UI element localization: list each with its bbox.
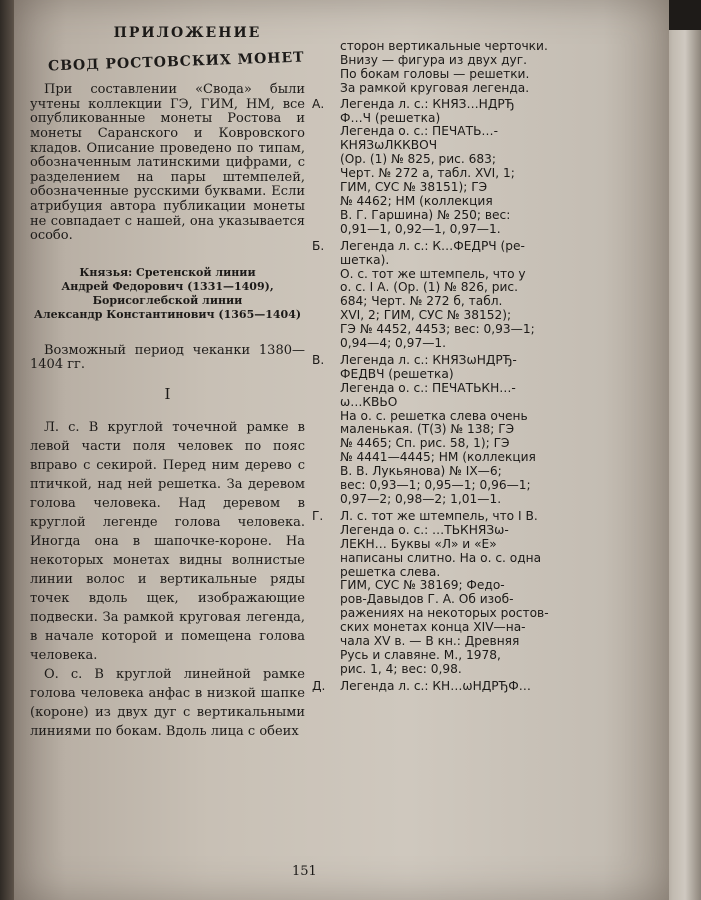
section-title: СВОД РОСТОВСКИХ МОНЕТ <box>47 49 305 75</box>
entry-line: В. В. Лукьянова) № IX—6; <box>340 464 502 479</box>
entry-line: 0,94—4; 0,97—1. <box>340 336 447 351</box>
entry-g <box>312 510 604 677</box>
entry-line: ражениях на некоторых ростов- <box>340 606 549 621</box>
entry-line: Легенда л. с.: КНЯЗѡНДРЂ- <box>340 352 517 367</box>
entry-line: КНЯЗѡЛККВОЧ <box>340 138 438 153</box>
entry-line: вес: 0,93—1; 0,95—1; 0,96—1; <box>340 478 531 493</box>
entry-line: В. Г. Гаршина) № 250; вес: <box>340 207 511 222</box>
entry-line: ров-Давыдов Г. А. Об изоб- <box>340 592 514 607</box>
entry-line: написаны слитно. На о. с. одна <box>340 550 542 565</box>
intro-paragraph: При составлении «Свода» были учтены коллекции ГЭ, ГИМ, НМ, все опубликованные монеты Ростова и монеты Саранского и Ковровского кладов. Описание проведено по типам, обозначенным латинскими цифрами, с разделением на пары штемпелей, обозначенные русскими буквами. Если атрибуция автора публикации монеты не совпадает с нашей, она указывается особо. <box>30 82 305 244</box>
entry-line: № 4465; Сп. рис. 58, 1); ГЭ <box>340 436 510 451</box>
entry-line: чала XV в. — В кн.: Древняя <box>340 634 520 649</box>
entry-line: 0,91—1, 0,92—1, 0,97—1. <box>340 221 501 236</box>
right-column <box>312 40 604 697</box>
entry-line: ГИМ, СУС № 38169; Федо- <box>340 578 505 593</box>
entry-line: № 4441—4445; НМ (коллекция <box>340 450 536 465</box>
dynasty-block <box>30 266 305 322</box>
entry-letter: Б. <box>312 238 325 253</box>
entry-line: решетка слева. <box>340 564 441 579</box>
entry-line: О. с. тот же штемпель, что у <box>340 266 526 281</box>
entry-line: Черт. № 272 а, табл. XVI, 1; <box>340 166 515 181</box>
appendix-title: ПРИЛОЖЕНИЕ <box>113 25 262 41</box>
entry-line: ГЭ № 4452, 4453; вес: 0,93—1; <box>340 322 535 337</box>
entry-line: Легенда л. с.: КНЯЗ…НДРЂ <box>340 96 515 111</box>
left-column <box>30 20 305 741</box>
continuation-line: По бокам головы — решетки. <box>340 66 530 81</box>
dynasty-line-1: Князья: Сретенской линии <box>79 265 256 279</box>
entry-letter: В. <box>312 352 325 367</box>
entry-letter: Г. <box>312 508 324 523</box>
reverse-description: О. с. В круглой линейной рамке голова человека анфас в низкой шапке (короне) из двух дуг с вертикальными линиями по бокам. Вдоль лица с обеих <box>30 666 305 739</box>
entry-line: шетка). <box>340 252 390 267</box>
entry-b <box>312 240 604 351</box>
minting-period: Возможный период чеканки 1380—1404 гг. <box>30 342 305 373</box>
entry-d <box>312 680 604 694</box>
entry-line: XVI, 2; ГИМ, СУС № 38152); <box>340 308 512 323</box>
entry-line: ФЕДВЧ (решетка) <box>340 366 454 381</box>
entry-line: Легенда о. с.: …ТЬКНЯЗѡ- <box>340 522 509 537</box>
entry-line: (Ор. (1) № 825, рис. 683; <box>340 152 497 167</box>
entry-line: 684; Черт. № 272 б, табл. <box>340 294 503 309</box>
dynasty-line-4: Александр Константинович (1365—1404) <box>33 307 302 321</box>
type-number: I <box>164 384 171 403</box>
entry-line: Легенда о. с.: ПЕЧАТЬКН…- <box>340 380 516 395</box>
entry-line: 0,97—2; 0,98—2; 1,01—1. <box>340 492 502 506</box>
entry-line: Л. с. тот же штемпель, что I В. <box>340 508 538 523</box>
continuation-line: сторон вертикальные черточки. <box>340 39 548 53</box>
entry-line: ѡ…КВЬО <box>340 394 398 409</box>
entry-line: На о. с. решетка слева очень <box>340 408 528 423</box>
obverse-description: Л. с. В круглой точечной рамке в левой части поля человек по пояс вправо с секирой. Перед ним дерево с птичкой, над ней решетка. За деревом голова человека. Над деревом в круглой легенде голова человека. Иногда она в шапочке-короне. На некоторых монетах видны волнистые линии волос и вертикальные ряды точек вдоль щек, изображающие подвески. За рамкой круговая легенда, в начале которой и помещена голова человека. <box>30 419 305 663</box>
entry-line: о. с. I А. (Ор. (1) № 826, рис. <box>340 280 518 295</box>
continuation-block <box>312 40 604 96</box>
entry-a <box>312 98 604 237</box>
entry-line: № 4462; НМ (коллекция <box>340 193 493 208</box>
entry-line: Русь и славяне. М., 1978, <box>340 647 501 662</box>
entry-line: Легенда л. с.: КН…ѡНДРЂФ… <box>340 678 531 693</box>
continuation-line: Внизу — фигура из двух дуг. <box>340 52 528 67</box>
page-number: 151 <box>292 864 317 879</box>
entry-line: ГИМ, СУС № 38151); ГЭ <box>340 180 488 195</box>
entry-line: Ф…Ч (решетка) <box>340 110 441 125</box>
dynasty-line-3: Борисоглебской линии <box>92 293 243 307</box>
entry-line: рис. 1, 4; вес: 0,98. <box>340 661 462 676</box>
entry-line: Легенда л. с.: К…ФЕДРЧ (ре- <box>340 238 525 253</box>
continuation-line: За рамкой круговая легенда. <box>340 80 530 95</box>
entry-line: Легенда о. с.: ПЕЧАТЬ…- <box>340 124 499 139</box>
entry-line: ЛЕКН… Буквы «Л» и «Е» <box>340 536 497 551</box>
entry-line: ских монетах конца XIV—на- <box>340 620 526 635</box>
entry-letter: Д. <box>312 678 326 693</box>
entry-v <box>312 354 604 507</box>
entry-letter: А. <box>312 96 325 111</box>
entry-line: маленькая. (Т(З) № 138; ГЭ <box>340 422 515 437</box>
dynasty-line-2: Андрей Федорович (1331—1409), <box>61 279 274 293</box>
